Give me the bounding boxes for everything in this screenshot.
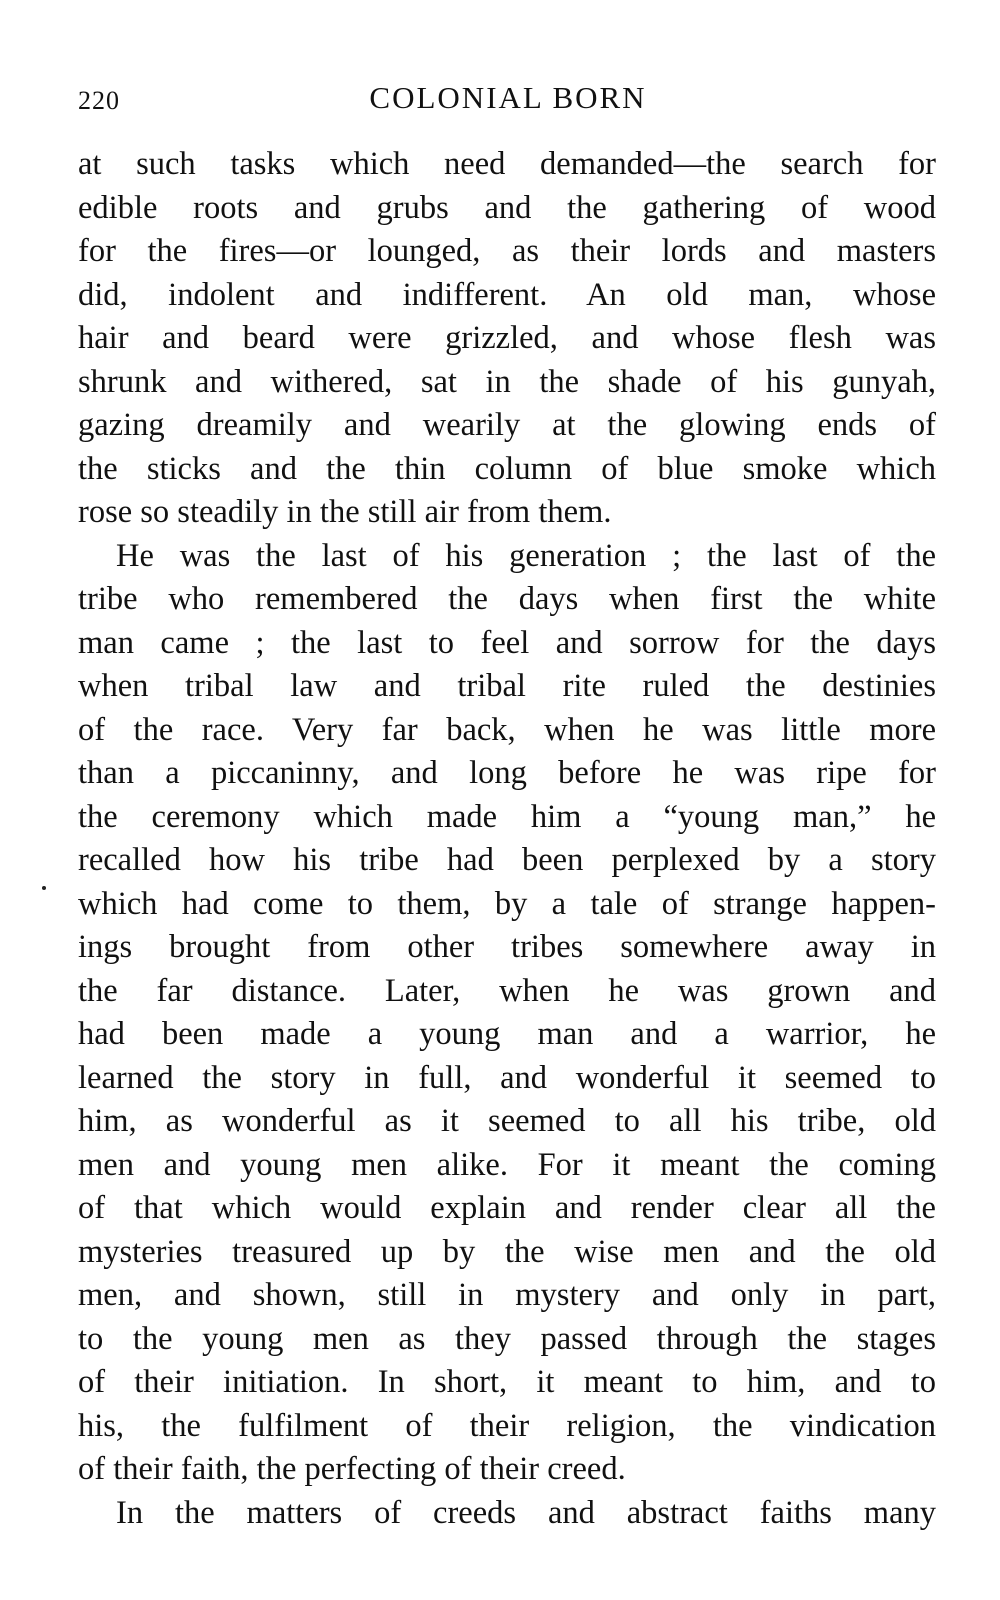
text-line: did, indolent and indifferent. An old man, whose [78, 276, 936, 313]
text-line: of the race. Very far back, when he was little more [78, 711, 936, 748]
paragraph-start-line: In the matters of creeds and abstract faiths many [116, 1494, 936, 1531]
text-line: men, and shown, still in mystery and only in part, [78, 1277, 936, 1313]
text-line: mysteries treasured up by the wise men and the old [78, 1233, 936, 1270]
text-line: learned the story in full, and wonderful it seemed to [78, 1059, 936, 1096]
text-line: the sticks and the thin column of blue smoke which [78, 450, 936, 487]
text-line: hair and beard were grizzled, and whose flesh was [78, 320, 936, 356]
text-line: to the young men as they passed through the stages [78, 1320, 936, 1357]
text-line: men and young men alike. For it meant the coming [78, 1146, 936, 1183]
paragraph-start-line: He was the last of his generation ; the last of the [116, 537, 936, 574]
text-line: of their initiation. In short, it meant to him, and to [78, 1364, 936, 1400]
book-title: COLONIAL BORN [369, 80, 647, 115]
running-head [78, 80, 938, 120]
body-text [78, 143, 936, 1535]
text-line: than a piccaninny, and long before he was ripe for [78, 755, 936, 791]
text-line: recalled how his tribe had been perplexed by a story [78, 842, 936, 878]
text-line: shrunk and withered, sat in the shade of his gunyah, [78, 363, 936, 400]
text-line: him, as wonderful as it seemed to all his tribe, old [78, 1103, 936, 1139]
text-line: his, the fulfilment of their religion, the vindication [78, 1407, 936, 1444]
text-line: gazing dreamily and wearily at the glowing ends of [78, 407, 936, 443]
text-line: ings brought from other tribes somewhere away in [78, 929, 936, 965]
text-line: when tribal law and tribal rite ruled the destinies [78, 668, 936, 704]
paragraph-end-line: of their faith, the perfecting of their creed. [78, 1451, 626, 1487]
text-line: tribe who remembered the days when first the white [78, 581, 936, 617]
text-line: the far distance. Later, when he was grown and [78, 972, 936, 1009]
paragraph-end-line: rose so steadily in the still air from them. [78, 494, 612, 530]
text-line: at such tasks which need demanded—the search for [78, 146, 936, 182]
text-line: man came ; the last to feel and sorrow for the days [78, 624, 936, 661]
text-line: had been made a young man and a warrior, he [78, 1016, 936, 1052]
text-line: edible roots and grubs and the gathering of wood [78, 189, 936, 226]
page-number: 220 [78, 86, 120, 115]
text-line: the ceremony which made him a “young man,” he [78, 798, 936, 835]
text-line: of that which would explain and render clear all the [78, 1190, 936, 1226]
margin-dot [42, 886, 46, 890]
text-line: for the fires—or lounged, as their lords and masters [78, 233, 936, 269]
text-line: which had come to them, by a tale of strange happen- [78, 885, 936, 922]
